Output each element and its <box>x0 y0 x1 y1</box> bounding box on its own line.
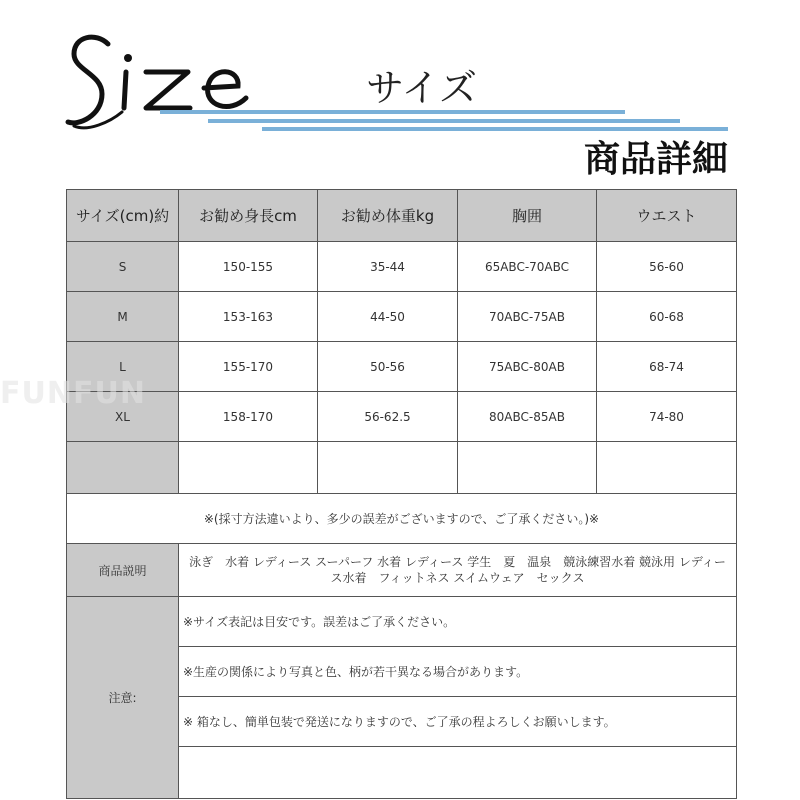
table-row <box>67 242 737 292</box>
table-row <box>67 442 737 494</box>
size-table <box>66 189 737 799</box>
table-cell: 153-163 <box>179 292 318 342</box>
table-row <box>67 392 737 442</box>
size-label <box>67 442 179 494</box>
description-label: 商品説明 <box>67 544 179 597</box>
table-cell: 65ABC-70ABC <box>458 242 597 292</box>
table-cell: 56-60 <box>597 242 737 292</box>
table-cell: 60-68 <box>597 292 737 342</box>
table-cell <box>179 442 318 494</box>
decorative-line <box>262 127 728 131</box>
table-cell: 80ABC-85AB <box>458 392 597 442</box>
table-cell: 70ABC-75AB <box>458 292 597 342</box>
header-cell: お勧め身長cm <box>179 190 318 242</box>
watermark: FUNFUN <box>0 376 146 411</box>
table-cell: 35-44 <box>318 242 458 292</box>
table-cell: 68-74 <box>597 342 737 392</box>
caution-label: 注意: <box>67 597 179 799</box>
size-label: S <box>67 242 179 292</box>
caution-row <box>67 597 737 647</box>
table-cell: 56-62.5 <box>318 392 458 442</box>
decorative-line <box>208 119 680 123</box>
caution-item: ※サイズ表記は目安です。誤差はご了承ください。 <box>179 597 737 647</box>
kana-title: サイズ <box>366 66 477 110</box>
measurement-note-row <box>67 494 737 544</box>
table-cell <box>318 442 458 494</box>
description-text: 泳ぎ 水着 レディース スーパーフ 水着 レディース 学生 夏 温泉 競泳練習水着 競泳用 レディース水着 フィットネス スイムウェア セックス <box>179 544 737 597</box>
description-row <box>67 544 737 597</box>
size-label: L <box>67 342 179 392</box>
table-row <box>67 292 737 342</box>
size-table-header <box>67 190 737 242</box>
size-label: M <box>67 292 179 342</box>
decorative-line <box>160 110 625 114</box>
header-cell: サイズ(cm)約 <box>67 190 179 242</box>
table-cell: 74-80 <box>597 392 737 442</box>
caution-item: ※ 箱なし、簡単包装で発送になりますので、ご了承の程よろしくお願いします。 <box>179 697 737 747</box>
size-label: XL <box>67 392 179 442</box>
table-cell: 150-155 <box>179 242 318 292</box>
table-cell: 44-50 <box>318 292 458 342</box>
table-cell: 158-170 <box>179 392 318 442</box>
caution-item: ※生産の関係により写真と色、柄が若干異なる場合があります。 <box>179 647 737 697</box>
header-cell: 胸囲 <box>458 190 597 242</box>
header-cell: お勧め体重kg <box>318 190 458 242</box>
table-cell: 50-56 <box>318 342 458 392</box>
table-row <box>67 342 737 392</box>
measurement-note: ※(採寸方法違いより、多少の誤差がございますので、ご了承ください。)※ <box>67 494 737 544</box>
header <box>0 0 800 190</box>
product-detail-title: 商品詳細 <box>583 139 728 180</box>
table-cell: 155-170 <box>179 342 318 392</box>
table-cell: 75ABC-80AB <box>458 342 597 392</box>
caution-item <box>179 747 737 799</box>
header-cell: ウエスト <box>597 190 737 242</box>
table-cell <box>597 442 737 494</box>
table-cell <box>458 442 597 494</box>
